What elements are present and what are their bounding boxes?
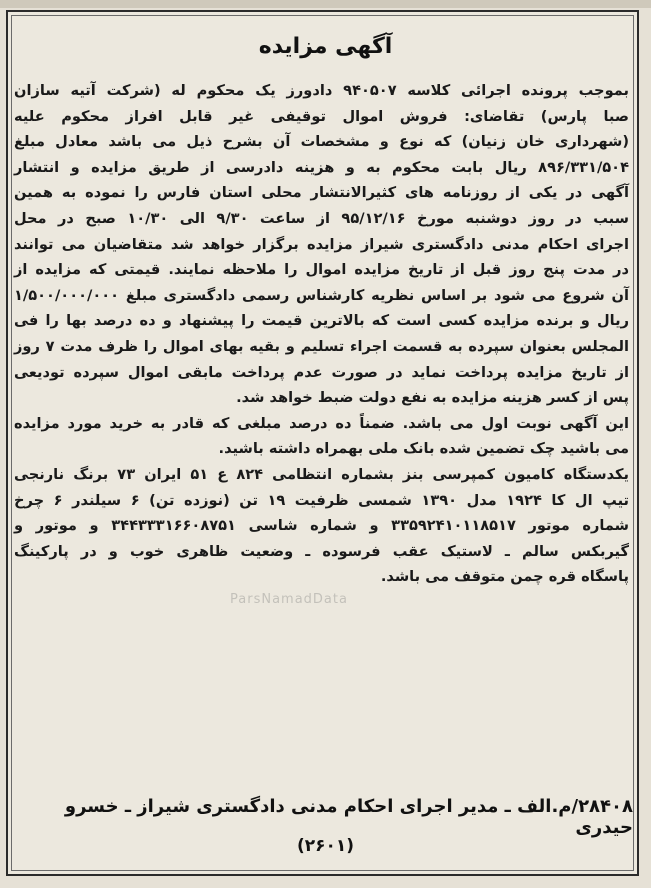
paragraph-3 (14, 462, 629, 590)
paragraph-1 (14, 78, 629, 411)
text-line: در مدت پنج روز قبل از تاریخ مزایده اموال را ملاحظه نمایند. قیمتی که مزایده از (14, 261, 629, 279)
signature-line: ۲۸۴۰۸/م.الف ـ مدیر اجرای احکام مدنی دادگستری شیراز ـ خسرو حیدری (64, 796, 633, 838)
text-line: اجرای احکام مدنی دادگستری شیراز مزایده برگزار خواهد شد متقاضیان می توانند (14, 235, 629, 253)
text-line: ریال و برنده مزایده کسی است که بالاترین قیمت را پیشنهاد و ده درصد بها را فی (14, 312, 629, 330)
text-line: شماره موتور ۳۳۵۹۲۴۱۰۱۱۸۵۱۷ و شماره شاسی ۳۴۴۳۳۳۱۶۶۰۸۷۵۱ و موتور و (14, 517, 629, 535)
text-line: می باشید چک تضمین شده بانک ملی بهمراه داشته باشید. (218, 440, 629, 458)
notice-title: آگهی مزایده (258, 34, 393, 59)
text-line: بموجب پرونده اجرائی کلاسه ۹۴۰۵۰۷ دادورز یک محکوم له (شرکت آتیه سازان (14, 82, 629, 99)
text-line: المجلس بعنوان سپرده به قسمت اجراء تسلیم و بقیه بهای اموال را ظرف مدت ۷ روز (14, 337, 629, 355)
text-line: (شهرداری خان زنیان) که نوع و مشخصات آن بشرح ذیل می باشد معادل مبلغ (14, 133, 629, 151)
text-line: پاسگاه قره چمن متوقف می باشد. (380, 568, 629, 586)
text-line: یکدستگاه کامیون کمپرسی بنز بشماره انتظامی ۸۲۴ ع ۵۱ ایران ۷۳ برنگ نارنجی (14, 465, 629, 483)
text-line: صبا پارس) تقاضای: فروش اموال توقیفی غیر قابل افراز محکوم علیه (14, 107, 629, 125)
text-line: تیپ ال کا ۱۹۲۴ مدل ۱۳۹۰ شمسی ظرفیت ۱۹ تن (نوزده تن) ۶ سیلندر ۶ چرخ (14, 491, 630, 509)
notice-code: (۲۶۰۱) (296, 836, 355, 856)
text-line: آن شروع می شود بر اساس نظریه کارشناس رسمی دادگستری مبلغ ۱/۵۰۰/۰۰۰/۰۰۰ (14, 286, 629, 304)
paragraph-2 (14, 411, 629, 462)
top-strip (0, 0, 651, 8)
text-line: آگهی در یکی از روزنامه های کثیرالانتشار محلی استان فارس را نموده به همین (14, 184, 629, 202)
text-line: گیربکس سالم ـ لاستیک عقب فرسوده ـ وضعیت ظاهری خوب و در پارکینگ (14, 542, 629, 560)
watermark: ParsNamadData (230, 592, 348, 607)
text-line: پس از کسر هزینه مزایده به نفع دولت ضبط خواهد شد. (236, 389, 629, 407)
notice-body (14, 78, 629, 590)
text-line: سبب در روز دوشنبه مورخ ۹۵/۱۲/۱۶ از ساعت ۹/۳۰ الی ۱۰/۳۰ صبح در محل (14, 209, 629, 227)
text-line: ۸۹۶/۳۳۱/۵۰۴ ریال بابت محکوم به و هزینه دادرسی از طریق مزایده و انتشار (14, 158, 629, 176)
text-line: از تاریخ مزایده پرداخت نماید در صورت عدم پرداخت مابقی اموال سپرده تودیعی (14, 363, 629, 381)
text-line: این آگهی نوبت اول می باشد. ضمناً ده درصد مبلغی که قادر به خرید مورد مزایده (14, 414, 629, 432)
